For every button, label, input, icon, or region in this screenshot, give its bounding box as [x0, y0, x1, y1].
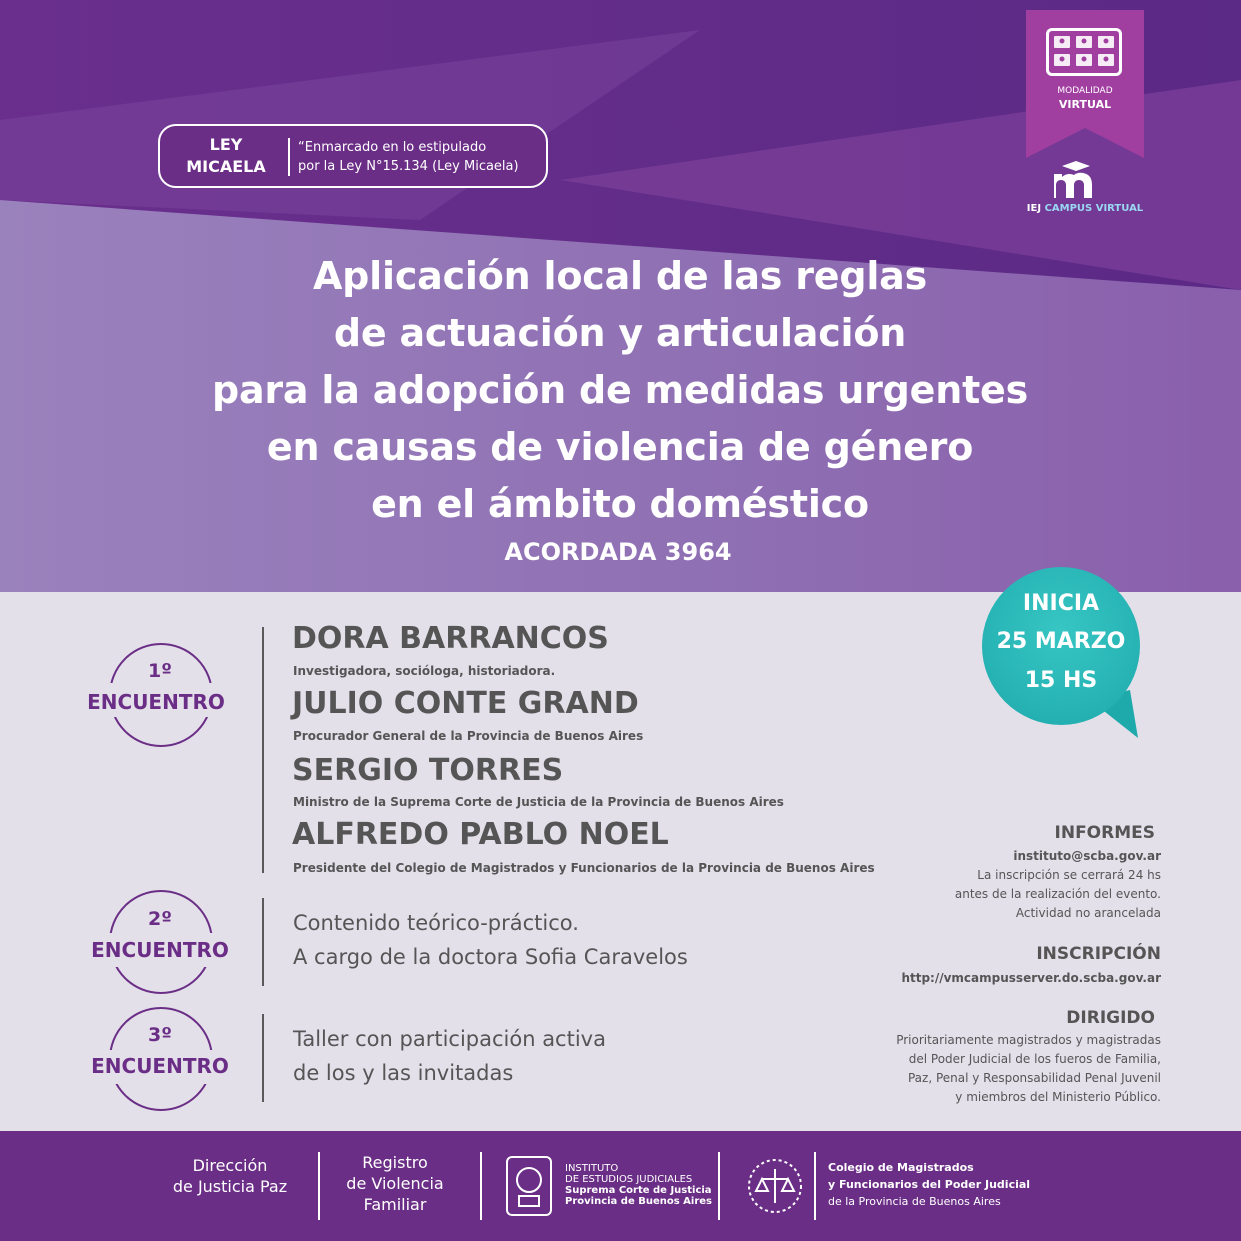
campus-virtual-label [1020, 203, 1150, 214]
footer-org-line: de Justicia Paz [172, 1177, 288, 1196]
encuentro-1-label: ENCUENTRO [87, 690, 225, 714]
footer-org-colegio [828, 1159, 1030, 1210]
encuentro-3-text [293, 1022, 606, 1090]
informes-line: La inscripción se cerrará 24 hs [977, 868, 1161, 882]
ley-micaela-label: LEY MICAELA [186, 135, 266, 176]
footer-org-line: de Violencia [346, 1174, 444, 1193]
footer-org-line: y Funcionarios del Poder Judicial [828, 1178, 1031, 1191]
badge-divider [288, 138, 290, 176]
title-line: de actuación y articulación [333, 311, 907, 355]
encuentro-3-label: ENCUENTRO [91, 1054, 229, 1078]
footer-org-line: Familiar [363, 1195, 427, 1214]
campus-name: CAMPUS VIRTUAL [1044, 203, 1144, 214]
footer-org-line: INSTITUTO [565, 1163, 619, 1174]
footer-divider [480, 1152, 482, 1220]
modalidad-label: MODALIDAD [1057, 86, 1113, 96]
subtitle-acordada: ACORDADA 3964 [504, 538, 732, 566]
footer-bar [0, 1131, 1241, 1241]
speaker-name: JULIO CONTE GRAND [292, 686, 639, 721]
speaker-role: Procurador General de la Provincia de Buenos Aires [293, 729, 644, 743]
title-line: Aplicación local de las reglas [312, 254, 928, 298]
inicia-time: 15 HS [1024, 668, 1098, 693]
encuentro-2-text [293, 906, 688, 974]
encuentro-2-label: ENCUENTRO [91, 938, 229, 962]
footer-org-line: Dirección [192, 1156, 268, 1175]
speaker-name: ALFREDO PABLO NOEL [292, 817, 669, 852]
informes-email[interactable]: instituto@scba.gov.ar [1013, 849, 1161, 863]
encuentro-2-line: Contenido teórico-práctico. [293, 911, 579, 935]
footer-org-registro [330, 1152, 460, 1215]
start-date-bubble [982, 567, 1140, 725]
speaker-name: DORA BARRANCOS [292, 621, 609, 656]
ley-micaela-badge [158, 124, 548, 188]
encuentro-3-divider [262, 1014, 264, 1102]
encuentro-3-line: Taller con participación activa [293, 1027, 606, 1051]
ley-text-line2: por la Ley N°15.134 (Ley Micaela) [298, 159, 519, 174]
dirigido-details [896, 1031, 1161, 1107]
modalidad-virtual-badge [1026, 10, 1144, 158]
encuentro-2-divider [262, 898, 264, 986]
footer-divider [814, 1152, 816, 1220]
dirigido-line: del Poder Judicial de los fueros de Familia, [908, 1052, 1161, 1066]
dirigido-line: Prioritariamente magistrados y magistradas [896, 1033, 1161, 1047]
encuentro-2-number: 2º [148, 908, 172, 930]
encuentro-3-line: de los y las invitadas [293, 1061, 514, 1085]
inicia-date: 25 MARZO [996, 629, 1126, 654]
speaker-role: Investigadora, socióloga, historiadora. [293, 664, 556, 678]
colegio-seal-icon [744, 1157, 806, 1215]
informes-details [955, 866, 1161, 923]
encuentro-1-number: 1º [148, 660, 172, 682]
footer-divider [718, 1152, 720, 1220]
inscripcion-url[interactable]: http://vmcampusserver.do.scba.gov.ar [901, 971, 1161, 985]
ley-micaela-text [298, 138, 519, 176]
title-line: en el ámbito doméstico [371, 482, 869, 526]
footer-org-line: Colegio de Magistrados [828, 1161, 974, 1174]
title-line: para la adopción de medidas urgentes [211, 368, 1029, 412]
speaker-role: Ministro de la Suprema Corte de Justicia de la Provincia de Buenos Aires [293, 795, 784, 809]
dirigido-heading: DIRIGIDO [1066, 1008, 1155, 1028]
footer-org-iej [565, 1163, 712, 1207]
footer-org-justicia-paz [160, 1155, 300, 1197]
informes-heading: INFORMES [1054, 823, 1155, 843]
informes-line: Actividad no arancelada [1015, 906, 1161, 920]
footer-org-line: Registro [362, 1153, 428, 1172]
dirigido-line: Paz, Penal y Responsabilidad Penal Juvenil [907, 1071, 1161, 1085]
encuentro-1-divider [262, 627, 264, 873]
footer-divider [318, 1152, 320, 1220]
ley-text-line1: “Enmarcado en lo estipulado [298, 140, 487, 155]
inicia-label: INICIA [1022, 591, 1100, 616]
campus-prefix: IEJ [1026, 203, 1042, 214]
video-grid-icon [1046, 28, 1122, 76]
footer-org-line: Suprema Corte de Justicia [565, 1185, 712, 1196]
footer-org-line: Provincia de Buenos Aires [565, 1196, 712, 1207]
footer-org-line: DE ESTUDIOS JUDICIALES [565, 1174, 693, 1185]
encuentro-2-line: A cargo de la doctora Sofia Caravelos [293, 945, 688, 969]
campus-m-logo-icon [1048, 160, 1112, 200]
dirigido-line: y miembros del Ministerio Público. [955, 1090, 1161, 1104]
informes-line: antes de la realización del evento. [954, 887, 1161, 901]
title-line: en causas de violencia de género [266, 425, 974, 469]
inscripcion-heading: INSCRIPCIÓN [1036, 944, 1161, 964]
footer-org-line: de la Provincia de Buenos Aires [828, 1195, 1001, 1208]
speaker-role: Presidente del Colegio de Magistrados y Funcionarios de la Provincia de Buenos Aires [293, 861, 875, 875]
iej-seal-icon [506, 1156, 552, 1216]
speaker-name: SERGIO TORRES [292, 753, 564, 788]
page-title [60, 248, 1180, 533]
virtual-label: VIRTUAL [1058, 98, 1112, 111]
encuentro-3-number: 3º [148, 1024, 172, 1046]
